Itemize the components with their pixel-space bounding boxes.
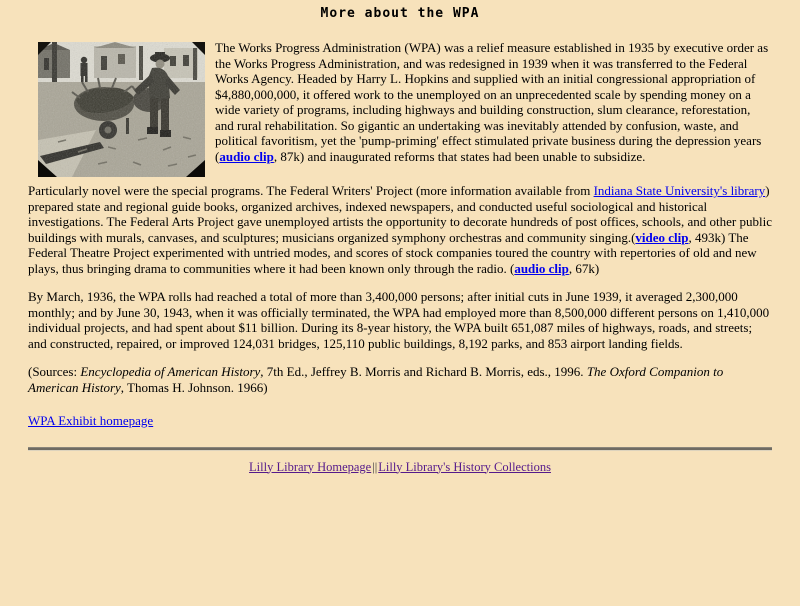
intro-paragraph bbox=[28, 40, 772, 164]
footer-divider bbox=[28, 447, 772, 451]
lilly-history-collections-link[interactable]: Lilly Library's History Collections bbox=[378, 459, 551, 474]
wpa-worker-photo bbox=[38, 42, 205, 177]
sources-text-3: , Thomas H. Johnson. 1966) bbox=[120, 379, 268, 395]
programs-text-4: , 67k) bbox=[568, 260, 600, 276]
source-title-2: The Oxford Companion to American History bbox=[28, 364, 724, 395]
sources-paragraph bbox=[28, 364, 772, 395]
intro-text-1: The Works Progress Administration (WPA) was a relief measure established in 1935 by executive order as the Works Progress Administration, and was redesigned in 1939 when it was transferred to the Federal Works Agency. Headed by Harry L. Hopkins and supplied with an initial congressional appropriation of $4,880,000,000, it offered work to the unemployed on an unprecedented scale by spending money on a wide variety of programs, including highways and building construction, slum clearance, reforestation, and rural rehabilitation. So gigantic an undertaking was inevitably attended by confusion, waste, and political favoritism, yet the 'pump-priming' effect stimulated private business during the depression years ( bbox=[215, 40, 769, 164]
homepage-link-paragraph bbox=[28, 413, 772, 429]
source-title-1: Encyclopedia of American History bbox=[80, 364, 261, 379]
intro-text-2: , 87k) and inaugurated reforms that states had been unable to subsidize. bbox=[273, 148, 646, 164]
sources-text-1: (Sources: bbox=[28, 364, 81, 379]
wpa-exhibit-homepage-link[interactable]: WPA Exhibit homepage bbox=[28, 413, 154, 428]
programs-text-2: ) prepared state and regional guide books, organized archives, indexed newspapers, and conducted useful sociological and historical investigations. The Federal Arts Project gave unemployed artists the opportunity to decorate hundreds of post offices, schools, and other public buildings with murals, canvases, and sculptures; musicians organized symphony orchestras and community singing.( bbox=[28, 183, 772, 245]
video-clip-link[interactable]: video clip bbox=[635, 229, 689, 245]
statistics-paragraph bbox=[28, 289, 772, 351]
sources-text-2: , 7th Ed., Jeffrey B. Morris and Richard B. Morris, eds., 1996. bbox=[260, 364, 587, 379]
lilly-library-homepage-link[interactable]: Lilly Library Homepage bbox=[249, 459, 372, 474]
programs-text-1: Particularly novel were the special programs. The Federal Writers' Project (more information available from bbox=[28, 183, 594, 198]
programs-text-3: , 493k) The Federal Theatre Project experimented with untried modes, and scores of stock companies toured the country with repertories of old and new plays, thus bringing drama to communities where it had been known only through the radio. ( bbox=[28, 229, 757, 276]
statistics-text: By March, 1936, the WPA rolls had reached a total of more than 3,400,000 persons; after initial cuts in June 1939, it averaged 2,300,000 monthly; and by June 30, 1943, when it was officially terminated, the WPA had employed more than 8,500,000 different persons on 1,410,000 individual projects, and had spent about $11 billion. During its 8-year history, the WPA built 651,087 miles of highways, roads, and streets; and constructed, repaired, or improved 124,031 bridges, 125,110 public buildings, 8,192 parks, and 853 airport landing fields. bbox=[28, 289, 770, 351]
special-programs-paragraph bbox=[28, 183, 772, 276]
audio-clip-link-2[interactable]: audio clip bbox=[514, 260, 569, 276]
page-title: More about the WPA bbox=[320, 6, 480, 21]
footer-separator: || bbox=[372, 459, 378, 474]
footer bbox=[28, 460, 772, 475]
audio-clip-link-1[interactable]: audio clip bbox=[219, 148, 274, 164]
indiana-state-library-link[interactable]: Indiana State University's library bbox=[593, 183, 766, 198]
